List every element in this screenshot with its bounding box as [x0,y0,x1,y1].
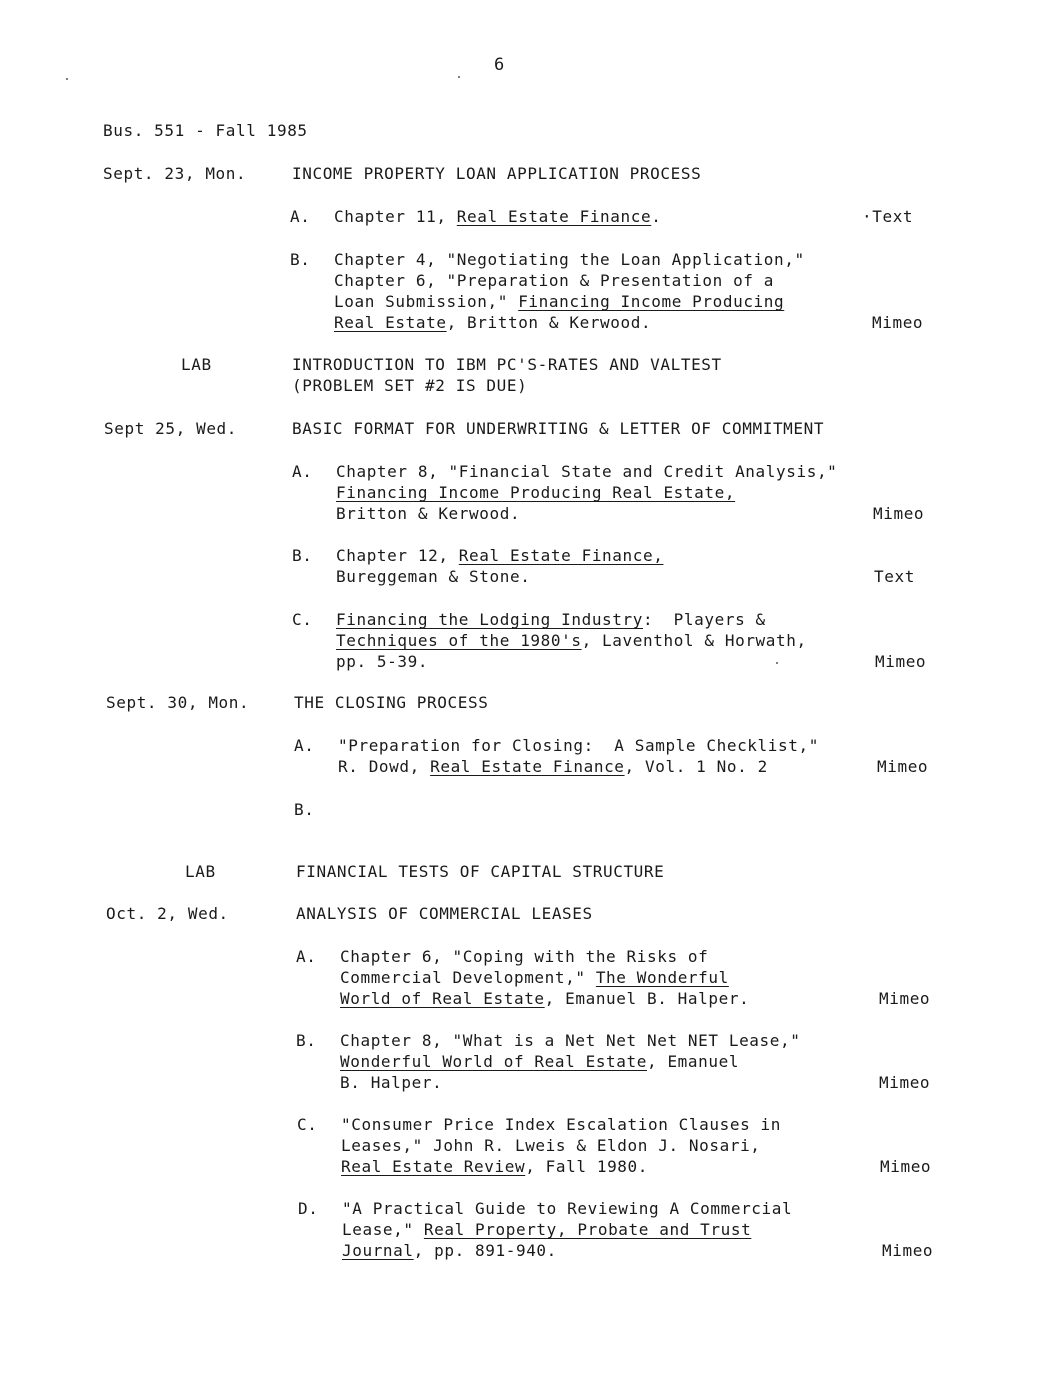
item-letter: A. [290,207,311,226]
item-letter: C. [292,610,313,629]
source-label: Mimeo [877,757,929,776]
source-label: Mimeo [879,1073,931,1092]
session-topic: BASIC FORMAT FOR UNDERWRITING & LETTER OF COMMITMENT [292,419,825,438]
page-number: 6 [494,55,505,75]
source-label: Mimeo [872,313,924,332]
item-letter: A. [294,736,315,755]
reading-item: B. Chapter 8, "What is a Net Net Net NET Lease," Wonderful World of Real Estate, Emanuel B. Halper. [296,1031,801,1092]
item-letter: A. [292,462,313,481]
source-label: Text [874,567,915,586]
lab-label: LAB [185,862,216,881]
session-date: Sept. 23, Mon. [103,164,247,183]
session-date: Sept 25, Wed. [104,419,238,438]
source-label: Mimeo [880,1157,932,1176]
lab-topic-note: (PROBLEM SET #2 IS DUE) [292,376,528,395]
item-letter: B. [294,800,315,819]
item-letter: C. [297,1115,318,1134]
session-topic: INCOME PROPERTY LOAN APPLICATION PROCESS [292,164,702,183]
source-label: Mimeo [873,504,925,523]
source-label: ·Text [862,207,914,226]
item-letter: B. [296,1031,317,1050]
item-text: Chapter 11, Real Estate Finance. [334,207,662,226]
session-topic: ANALYSIS OF COMMERCIAL LEASES [296,904,593,923]
source-label: Mimeo [882,1241,934,1260]
item-letter: B. [292,546,313,565]
lab-label: LAB [181,355,212,374]
course-header: Bus. 551 - Fall 1985 [103,121,308,140]
reading-item: A. Chapter 8, "Financial State and Credit Analysis," Financing Income Producing Real Estate, Britton & Kerwood. [292,462,838,523]
reading-item: B. Chapter 4, "Negotiating the Loan Application," Chapter 6, "Preparation & Presentation of a Loan Submission," Financing Income Producing Real Estate, Britton & Kerwood. [290,250,805,332]
item-letter: A. [296,947,317,966]
session-date: Sept. 30, Mon. [106,693,250,712]
reading-item: D. "A Practical Guide to Reviewing A Commercial Lease," Real Property, Probate and Trust Journal, pp. 891-940. [298,1199,793,1260]
item-letter: D. [298,1199,319,1218]
reading-item [294,799,394,823]
source-label: Mimeo [875,652,927,671]
source-label: Mimeo [879,989,931,1008]
lab-topic: INTRODUCTION TO IBM PC'S-RATES AND VALTEST [292,355,722,374]
reading-item: B. Chapter 12, Real Estate Finance, Bureggeman & Stone. [292,546,664,586]
stray-mark [776,662,778,664]
stray-mark [458,76,460,78]
reading-item: A. "Preparation for Closing: A Sample Checklist," R. Dowd, Real Estate Finance, Vol. 1 No. 2 [294,736,819,776]
stray-mark [66,78,68,80]
reading-item: A. Chapter 6, "Coping with the Risks of Commercial Development," The Wonderful World of Real Estate, Emanuel B. Halper. [296,947,750,1008]
item-letter: B. [290,250,311,269]
reading-item: C. "Consumer Price Index Escalation Clauses in Leases," John R. Lweis & Eldon J. Nosari, Real Estate Review, Fall 1980. [297,1115,782,1176]
session-topic: THE CLOSING PROCESS [294,693,489,712]
session-date: Oct. 2, Wed. [106,904,229,923]
reading-item: C. Financing the Lodging Industry: Players & Techniques of the 1980's, Laventhol & Horwath, pp. 5-39. [292,610,807,671]
lab-topic: FINANCIAL TESTS OF CAPITAL STRUCTURE [296,862,665,881]
